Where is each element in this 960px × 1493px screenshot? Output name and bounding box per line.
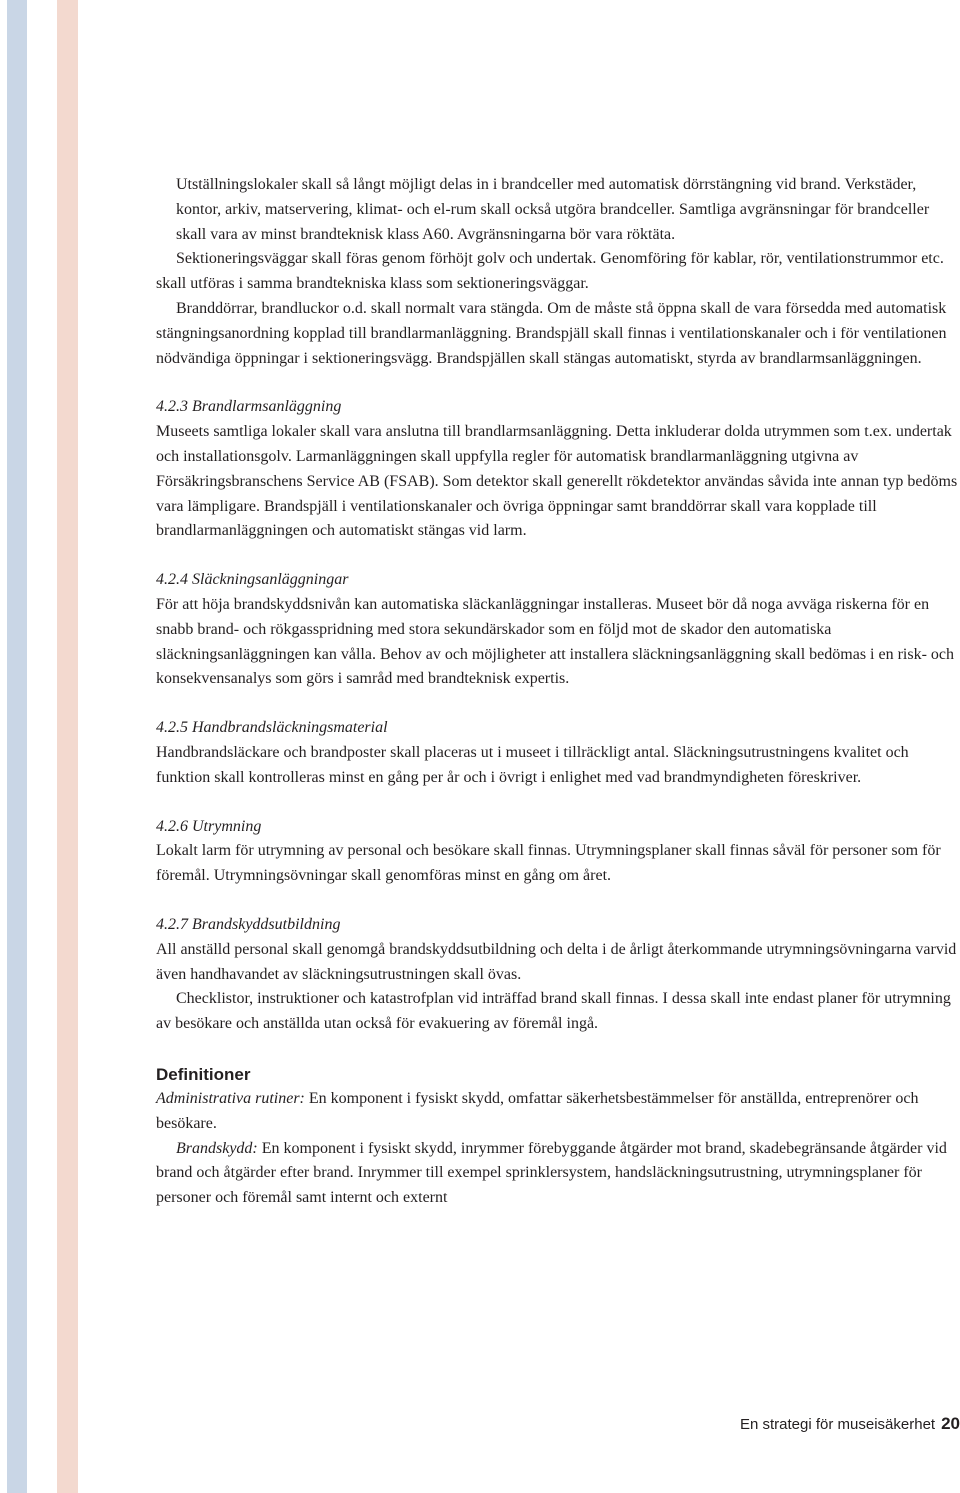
definition-term: Administrativa rutiner:: [156, 1089, 305, 1107]
section-paragraph: Museets samtliga lokaler skall vara anslutna till brandlarmsanläggning. Detta inkluderar dolda utrymmen som t.ex. undertak och installationsgolv. Larmanläggningen skall uppfylla regler för automatisk brandlarmanläggning utgivna av Försäkringsbranschens Service AB (FSAB). Som detektor skall generellt rökdetektor användas såvida inte annan typ bedöms vara lämpligare. Brandspjäll i ventilationskanaler och övriga öppningar samt branddörrar skall vara kopplade till brandlarmanläggningen och automatiskt stängas vid larm.: [156, 423, 958, 540]
intro-block: [156, 173, 958, 371]
section-paragraph: Handbrandsläckare och brandposter skall placeras ut i museet i tillräckligt antal. Släckningsutrustningens kvalitet och funktion skall kontrolleras minst en gång per år och i övrigt i enlighet med vad brandmyndigheten föreskriver.: [156, 743, 909, 786]
footer-title: En strategi för museisäkerhet: [739, 1416, 936, 1433]
section-utrymning: [156, 815, 958, 889]
definition-item: [156, 1087, 958, 1137]
page-footer: [560, 1414, 960, 1434]
definition-text: En komponent i fysiskt skydd, omfattar säkerhetsbestämmelser för anställda, entreprenörer och besökare.: [156, 1089, 919, 1132]
section-handbrand: [156, 716, 958, 790]
intro-paragraph-3: Branddörrar, brandluckor o.d. skall normalt vara stängda. Om de måste stå öppna skall de vara försedda med automatisk stängningsanordning kopplad till brandlarmanläggning. Brandspjäll skall finnas i ventilationskanaler och i för ventilationen nödvändiga öppningar i sektioneringsvägg. Brandspjällen skall stängas automatiskt, styrda av brandlarmsanläggningen.: [156, 299, 947, 367]
page-body: [156, 173, 958, 1211]
section-heading: 4.2.3 Brandlarmsanläggning: [156, 398, 342, 416]
section-heading: 4.2.5 Handbrandsläckningsmaterial: [156, 719, 388, 737]
section-paragraph: All anställd personal skall genomgå brandskyddsutbildning och delta i de årligt återkommande utrymningsövningarna varvid även handhavandet av släckningsutrustningen skall övas.: [156, 940, 957, 983]
section-heading: 4.2.6 Utrymning: [156, 817, 262, 835]
left-stripe-peach: [57, 0, 78, 1493]
section-utbildning: [156, 913, 958, 1037]
definitions: [156, 1063, 958, 1211]
section-brandlarm: [156, 395, 958, 544]
definition-term: Brandskydd:: [176, 1139, 258, 1157]
section-paragraph: För att höja brandskyddsnivån kan automatiska släckanläggningar installeras. Museet bör då noga avväga riskerna för en snabb brand- och rökgasspridning med stora sekundärskador som en följd mot de skador den automatiska släckningsanläggningen kan vålla. Behov av och möjligheter att installera släckningsanläggning skall bedömas i en risk- och konsekvensanalys som görs i samråd med brandteknisk expertis.: [156, 595, 955, 688]
intro-paragraph-2: Sektioneringsväggar skall föras genom förhöjt golv och undertak. Genomföring för kablar, rör, ventilationstrummor etc. skall utföras i samma brandtekniska klass som sektioneringsväggar.: [156, 250, 944, 293]
intro-paragraph-1: Utställningslokaler skall så långt möjligt delas in i brandceller med automatisk dörrstängning vid brand. Verkstäder, kontor, arkiv, matservering, klimat- och el-rum skall också utgöra brandceller. Samtliga avgränsningar för brandceller skall vara av minst brandteknisk klass A60. Avgränsningarna bör vara röktäta.: [176, 176, 930, 243]
section-heading: 4.2.4 Släckningsanläggningar: [156, 571, 349, 589]
definitions-heading: Definitioner: [156, 1064, 251, 1084]
definition-text: En komponent i fysiskt skydd, inrymmer förebyggande åtgärder mot brand, skadebegränsande åtgärder vid brand och åtgärder efter brand. Inrymmer till exempel sprinklersystem, handsläckningsutrustning, utrymningsplaner för personer och föremål samt internt och externt: [156, 1139, 947, 1207]
section-paragraph: Checklistor, instruktioner och katastrofplan vid inträffad brand skall finnas. I dessa skall inte endast planer för utrymning av besökare och anställda utan också för evakuering av föremål ingå.: [156, 990, 951, 1033]
section-slackning: [156, 568, 958, 692]
page-number: 20: [941, 1414, 960, 1433]
left-stripe-blue: [7, 0, 27, 1493]
section-paragraph: Lokalt larm för utrymning av personal och besökare skall finnas. Utrymningsplaner skall finnas såväl för personer som för föremål. Utrymningsövningar skall genomföras minst en gång om året.: [156, 842, 941, 885]
section-heading: 4.2.7 Brandskyddsutbildning: [156, 915, 341, 933]
definition-item: [156, 1137, 958, 1211]
